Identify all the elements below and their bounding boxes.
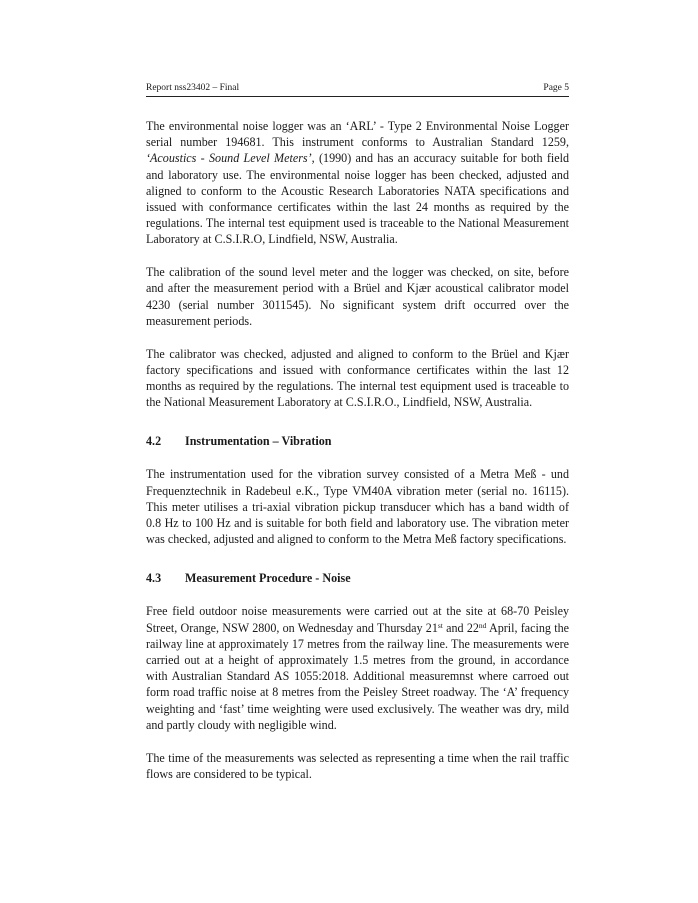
section-heading-4-3 <box>146 570 569 586</box>
ordinal-suffix: st <box>437 620 443 630</box>
paragraph-measurement-procedure <box>146 603 569 733</box>
paragraph-text: April, facing the railway line at approximately 17 metres from the railway line. The measurements were carried out at a height of approximately 1.5 metres from the ground, in accordance with Australian Standard AS 1055:2018. Additional measuremnst where carroed out form road traffic noise at 8 metres from the Peisley Street roadway. The ‘A’ frequency weighting and ‘fast’ time weighting were used exclusively. The weather was dry, mild and partly cloudy with negligible wind. <box>146 620 569 732</box>
paragraph-noise-logger <box>146 118 569 248</box>
paragraph-vibration-instrumentation: The instrumentation used for the vibration survey consisted of a Metra Meß - und Frequenztechnik in Radebeul e.K., Type VM40A vibration meter (serial no. 16115). This meter utilises a tri-axial vibration pickup transducer which has a band width of 0.8 Hz to 100 Hz and is suitable for both field and laboratory use. The vibration meter was checked, adjusted and aligned to conform to the Metra Meß factory specifications. <box>146 467 569 547</box>
paragraph-text: The environmental noise logger was an ‘ARL’ - Type 2 Environmental Noise Logger serial number 194681. This instrument conforms to Australian Standard 1259, <box>146 119 569 150</box>
ordinal-suffix: nd <box>478 620 487 630</box>
page-number: Page 5 <box>543 83 569 93</box>
report-id: Report nss23402 – Final <box>146 83 240 93</box>
section-number: 4.2 <box>146 434 162 449</box>
paragraph-text: and 22 <box>442 620 479 635</box>
section-number: 4.3 <box>146 571 162 586</box>
section-heading-4-2 <box>146 433 569 449</box>
paragraph-calibration: The calibration of the sound level meter and the logger was checked, on site, before and after the measurement period with a Brüel and Kjær acoustical calibrator model 4230 (serial number 3011545). No significant system drift occurred over the measurement periods. <box>146 265 569 328</box>
section-title: Instrumentation – Vibration <box>185 434 332 449</box>
paragraph-text: (1990) and has an accuracy suitable for both field and laboratory use. The environmental noise logger has been checked, adjusted and aligned to conform to the Acoustic Research Laboratories NATA specifications and issued with conformance certificates within the last 24 months as required by the regulations. The internal test equipment used is traceable to the National Measurement Laboratory at C.S.I.R.O, Lindfield, NSW, Australia. <box>146 151 569 247</box>
standard-title: ‘Acoustics - Sound Level Meters’, <box>146 151 315 166</box>
paragraph-text: Free field outdoor noise measurements were carried out at the site at 68-70 Peisley Street, Orange, NSW 2800, on Wednesday and Thursday 21 <box>146 604 569 635</box>
page-content <box>146 118 569 799</box>
paragraph-calibrator: The calibrator was checked, adjusted and aligned to conform to the Brüel and Kjær factory specifications and issued with conformance certificates within the last 12 months as required by the regulations. The internal test equipment used is traceable to the National Measurement Laboratory at C.S.I.R.O., Lindfield, NSW, Australia. <box>146 346 569 410</box>
section-title: Measurement Procedure - Noise <box>185 571 351 586</box>
paragraph-measurement-time: The time of the measurements was selected as representing a time when the rail traffic flows are considered to be typical. <box>146 750 569 781</box>
page-header <box>146 82 569 97</box>
